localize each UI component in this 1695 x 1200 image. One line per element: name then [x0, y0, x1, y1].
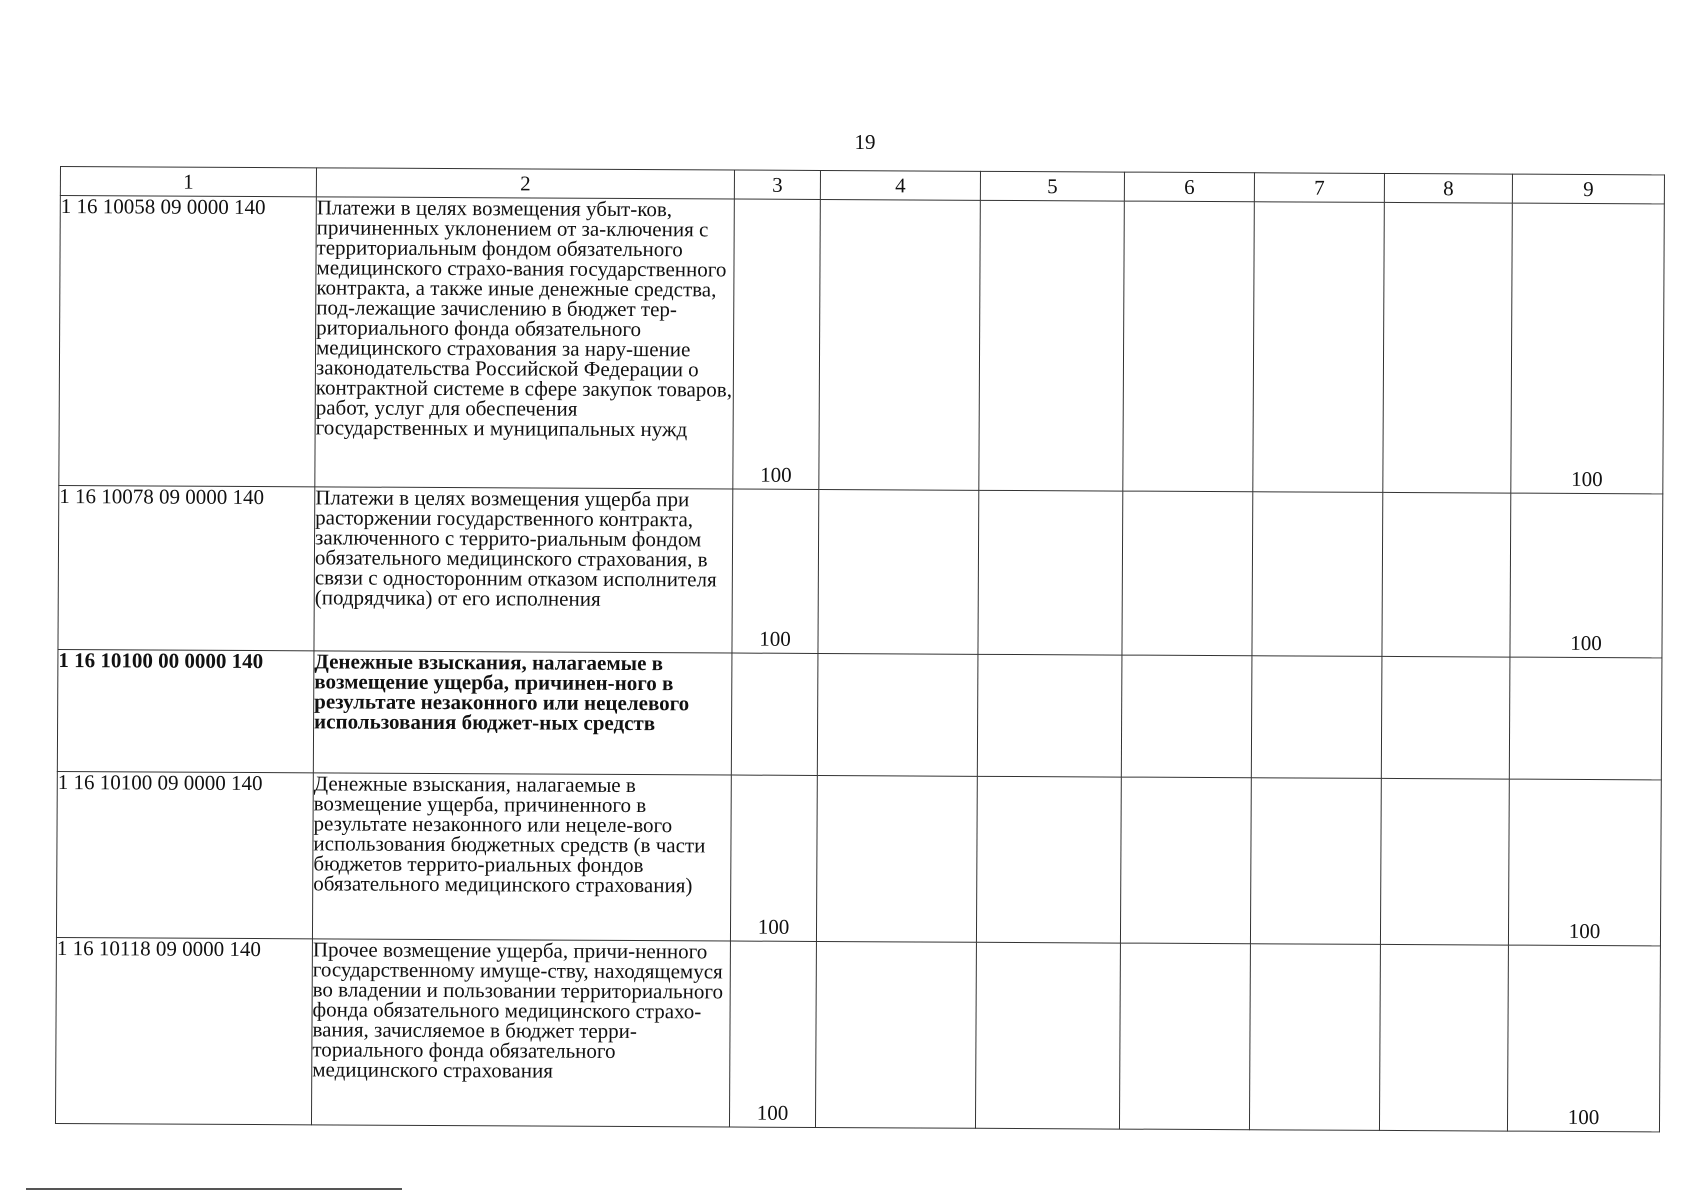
col3-cell	[729, 941, 816, 1127]
empty-cell	[1252, 492, 1383, 657]
empty-cell	[1120, 777, 1251, 944]
footer-rule	[26, 1188, 402, 1190]
col9-value	[1510, 775, 1661, 776]
row-description: Прочее возмещение ущерба, причи-ненного государственному имуще-ству, находящемуся во владении и пользовании территориального фонда обязательного медицинского страхо-вания, зачисляемое в бюджет терри-ториального фонда обязательного медицинского страхования	[311, 939, 730, 1127]
empty-cell	[1249, 944, 1380, 1131]
row-description: Платежи в целях возмещения убыт-ков, причиненных уклонением от за-ключения с территориальным фондом обязательного медицинского страхо-вания государственного контракта, а также иные денежные средства, под-лежащие зачислению в бюджет тер-риториального фонда обязательного медицинского страхования за нару-шение законодательства Российской Федерации о контрактной системе в сфере закупок товаров, работ, услуг для обеспечения государственных и муниципальных нужд	[315, 197, 735, 489]
empty-cell	[977, 654, 1122, 777]
empty-cell	[1380, 778, 1509, 945]
table-row	[57, 649, 1662, 779]
col9-cell	[1508, 779, 1661, 946]
empty-cell	[818, 489, 979, 654]
empty-cell	[1381, 656, 1510, 779]
col9-value: 100	[1567, 1104, 1600, 1130]
empty-cell	[1250, 778, 1381, 945]
table-row	[58, 485, 1663, 657]
col3-value: 100	[757, 914, 790, 939]
column-header: 2	[316, 168, 734, 199]
row-code: 1 16 10078 09 0000 140	[58, 485, 315, 650]
empty-cell	[1123, 201, 1255, 492]
col3-value: 100	[756, 1100, 789, 1125]
empty-cell	[1253, 202, 1385, 493]
column-header: 7	[1254, 173, 1384, 203]
empty-cell	[976, 776, 1121, 943]
empty-cell	[979, 200, 1125, 491]
empty-cell	[1119, 943, 1250, 1130]
row-description: Денежные взыскания, налагаемые в возмещение ущерба, причиненного в результате незаконного или нецеле-вого использования бюджетных средств (в части бюджетов террито-риальных фондов обязательного медицинского страхования)	[312, 773, 731, 941]
empty-cell	[978, 490, 1123, 655]
empty-cell	[819, 199, 981, 490]
col3-value: 100	[759, 626, 791, 651]
column-header: 3	[734, 170, 820, 199]
col9-cell	[1510, 493, 1663, 658]
empty-cell	[1382, 492, 1511, 657]
empty-cell	[1251, 656, 1382, 779]
table-row	[56, 771, 1661, 945]
col9-value: 100	[1568, 918, 1601, 944]
col3-cell	[733, 199, 821, 489]
col9-value: 100	[1570, 630, 1602, 656]
table-row	[55, 937, 1660, 1131]
col3-value: 100	[760, 462, 792, 487]
col9-cell	[1509, 657, 1662, 780]
col9-value: 100	[1571, 466, 1603, 492]
column-header: 8	[1384, 173, 1512, 203]
column-header: 9	[1512, 174, 1664, 204]
budget-table	[55, 166, 1665, 1132]
col9-cell	[1511, 203, 1665, 494]
column-header: 6	[1124, 172, 1254, 202]
empty-cell	[1379, 944, 1508, 1131]
empty-cell	[975, 942, 1120, 1129]
empty-cell	[815, 941, 976, 1128]
row-code: 1 16 10058 09 0000 140	[59, 196, 317, 487]
empty-cell	[816, 775, 977, 942]
row-description: Денежные взыскания, налагаемые в возмещение ущерба, причинен-ного в результате незаконного или нецелевого использования бюджет-ных средств	[313, 651, 732, 775]
empty-cell	[1383, 202, 1513, 493]
table-row	[59, 196, 1664, 494]
col3-cell	[730, 775, 817, 941]
page-number: 19	[854, 130, 876, 154]
column-header: 5	[980, 171, 1124, 201]
empty-cell	[1122, 491, 1253, 656]
col3-cell	[732, 489, 819, 653]
row-code: 1 16 10100 00 0000 140	[57, 649, 314, 772]
column-header: 1	[60, 167, 316, 197]
row-code: 1 16 10100 09 0000 140	[56, 771, 313, 938]
col9-cell	[1507, 945, 1660, 1132]
empty-cell	[817, 653, 978, 776]
column-header: 4	[820, 170, 980, 200]
row-description: Платежи в целях возмещения ущерба при расторжении государственного контракта, заключенного с террито-риальным фондом обязательного медицинского страхования, в связи с односторонним отказом исполнителя (подрядчика) от его исполнения	[314, 487, 733, 653]
col3-cell	[731, 653, 818, 775]
row-code: 1 16 10118 09 0000 140	[55, 937, 312, 1124]
empty-cell	[1121, 655, 1252, 778]
